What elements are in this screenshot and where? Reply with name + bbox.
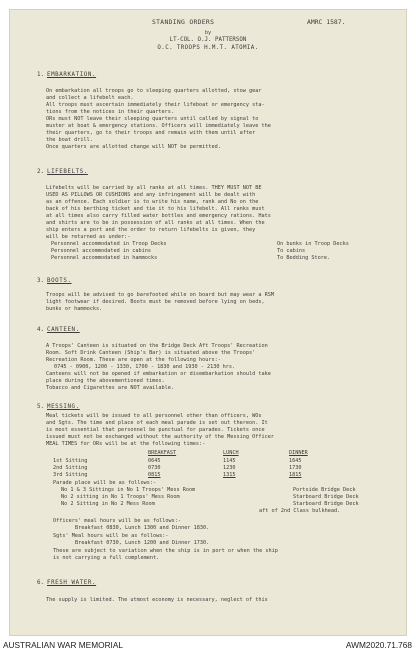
column-header: LUNCH (223, 450, 239, 456)
body-line: Recreation Room. These are open at the following hours:- (46, 357, 221, 363)
body-line: Meal tickets will be issued to all personnel other than officers, WOs (46, 413, 262, 419)
section-title: BOOTS. (47, 278, 72, 284)
body-line: their quarters, go to their troops and remain with them until after (46, 130, 256, 136)
body-line: A Troops' Canteen is situated on the Bridge Deck Aft Troops' Recreation (46, 343, 268, 349)
return-location: To Bedding Store. (277, 255, 331, 261)
body-line: All troops must ascertain immediately their lifeboat or emergency sta- (46, 102, 265, 108)
section-number: 1. (37, 72, 44, 78)
section-heading-lifebelts (37, 169, 88, 176)
parade-place: Portside Bridge Deck (293, 487, 356, 493)
accession-number: AWM2020.71.768 (345, 640, 412, 650)
section-body-lifebelts (46, 185, 396, 241)
body-line: and collect a lifebelt each. (46, 95, 134, 101)
section-number: 3. (37, 278, 44, 284)
section-heading-canteen (37, 327, 80, 334)
document-page (9, 9, 407, 636)
return-location: On bunks in Troop Decks (277, 241, 349, 247)
sitting-label: 1st Sitting (53, 458, 88, 464)
commanding-officer-name: LT-COL. O.J. PATTERSON (169, 37, 247, 43)
section-number: 6. (37, 580, 44, 586)
body-line: ship enters a port and the order to return lifebelts is given, they (46, 227, 256, 233)
body-line: Lifebelts will be carried by all ranks at all times. THEY MUST NOT BE (46, 185, 262, 191)
body-line: Once quarters are allotted change will NOT be permitted. (46, 144, 221, 150)
section-body-messing (46, 413, 396, 448)
institution-caption: AUSTRALIAN WAR MEMORIAL (3, 640, 124, 650)
body-line: light footwear if desired. Boots must be removed before lying on beds, (46, 299, 265, 305)
section-title: MESSING. (47, 404, 80, 410)
body-line: bunks or hammocks. (46, 306, 103, 312)
sgts-meal-times: Breakfast 0730, Lunch 1200 and Dinner 1730. (75, 540, 210, 546)
section-number: 2. (37, 169, 44, 175)
personnel-group: Personnel accommodated in Troop Decks (51, 241, 167, 247)
section-body-embarkation (46, 88, 396, 151)
body-line: and shirts are to be in possession of all ranks at all times. When the (46, 220, 265, 226)
sgts-meal-intro: Sgts' Meal hours will be as follows:- (53, 533, 169, 539)
officers-meal-intro: Officers' meal hours will be as follows:- (53, 518, 182, 524)
section-body-boots (46, 292, 396, 313)
section-body-fresh-water (46, 597, 396, 604)
body-line: Tobacco and Cigarettes are NOT available. (46, 385, 175, 391)
breakfast-time: 0730 (148, 465, 161, 471)
parade-place: Starboard Bridge Deck (293, 494, 359, 500)
sitting-label: 3rd Sitting (53, 472, 88, 478)
body-line: and Sgts. The time and place of each meal parade is set out thereon. It (46, 420, 268, 426)
column-header: BREAKFAST (148, 450, 177, 456)
lunch-time: 1315 (223, 472, 236, 478)
byline-by: by (204, 30, 212, 36)
officers-meal-times: Breakfast 0830, Lunch 1300 and Dinner 1830. (75, 525, 210, 531)
section-title: CANTEEN. (47, 327, 80, 333)
body-line: will be returned as under:- (46, 234, 131, 240)
parade-intro: Parade place will be as follows:- (53, 480, 157, 486)
breakfast-time: 0645 (148, 458, 161, 464)
commanding-officer-appointment: O.C. TROOPS H.M.T. ATOMIA. (157, 45, 259, 51)
personnel-group: Personnel accommodated in cabins (51, 248, 151, 254)
parade-place: Starboard Bridge Deck (293, 501, 359, 507)
body-line: place during the abovementioned times. (46, 378, 165, 384)
section-heading-messing (37, 404, 80, 411)
body-line: Room. Soft Drink Canteen (Ship's Bar) is situated above the Troops' (46, 350, 256, 356)
body-line: ORs must NOT leave their sleeping quarters until called by signal to (46, 116, 259, 122)
body-line: the boat drill. (46, 137, 93, 143)
body-line: is most essential that personnel be punctual for parades. Tickets once (46, 427, 265, 433)
parade-sitting: No 1 & 3 Sittings in No 1 Troops' Mess Room (61, 487, 196, 493)
document-reference: AMRC 1587. (307, 18, 346, 26)
parade-sitting: No 2 Sitting in No 2 Mess Room (61, 501, 155, 507)
return-location: To cabins (277, 248, 306, 254)
body-line: is not carrying a full complement. (53, 555, 160, 561)
body-line: issued must not be exchanged without the authority of the Messing Officer (46, 434, 274, 440)
dinner-time: 1730 (289, 465, 302, 471)
body-line: as an offence. Each soldier is to write his name, rank and No on the (46, 199, 259, 205)
parade-extra: aft of 2nd Class bulkhead. (259, 508, 341, 514)
section-heading-boots (37, 278, 72, 285)
dinner-time: 1815 (289, 472, 302, 478)
section-heading-fresh-water (37, 580, 96, 587)
body-line: On embarkation all troops go to sleeping quarters allotted, stow gear (46, 88, 262, 94)
section-heading-embarkation (37, 72, 96, 79)
breakfast-time: 0815 (148, 472, 161, 478)
body-line: MEAL TIMES for ORs will be at the following times:- (46, 441, 206, 447)
body-line: These are subject to variation when the ship is in port or when the ship (53, 548, 278, 554)
document-title: STANDING ORDERS (152, 18, 215, 26)
body-line: Canteens will not be opened if embarkation or disembarkation should take (46, 371, 271, 377)
body-line: back of his berthing ticket and tie it to his lifebelt. All ranks must (46, 206, 265, 212)
parade-sitting: No 2 sitting in No 1 Troops' Mess Room (61, 494, 180, 500)
section-body-canteen (46, 343, 396, 392)
body-line: Troops will be advised to go barefooted while on board but may wear a RSM (46, 292, 274, 298)
body-line: muster at boat & emergency stations. Officers will immediately leave the (46, 123, 271, 129)
section-number: 5. (37, 404, 44, 410)
dinner-time: 1645 (289, 458, 302, 464)
column-header: DINNER (289, 450, 308, 456)
personnel-group: Personnel accommodated in hammocks (51, 255, 158, 261)
lunch-time: 1230 (223, 465, 236, 471)
lunch-time: 1145 (223, 458, 236, 464)
canteen-hours: 0745 - 0900, 1200 - 1330, 1700 - 1830 and 1930 - 2130 hrs. (54, 364, 236, 370)
body-line: USED AS PILLOWS OR CUSHIONS and any infringement will be dealt with (46, 192, 256, 198)
body-line: The supply is limited. The utmost economy is necessary, neglect of this (46, 597, 268, 603)
sitting-label: 2nd Sitting (53, 465, 88, 471)
section-title: EMBARKATION. (47, 72, 97, 78)
body-line: at all times also carry filled water bottles and emergency rations. Hats (46, 213, 271, 219)
section-number: 4. (37, 327, 44, 333)
section-title: LIFEBELTS. (47, 169, 88, 175)
body-line: tions from the notices in their quarters. (46, 109, 175, 115)
section-title: FRESH WATER. (47, 580, 97, 586)
